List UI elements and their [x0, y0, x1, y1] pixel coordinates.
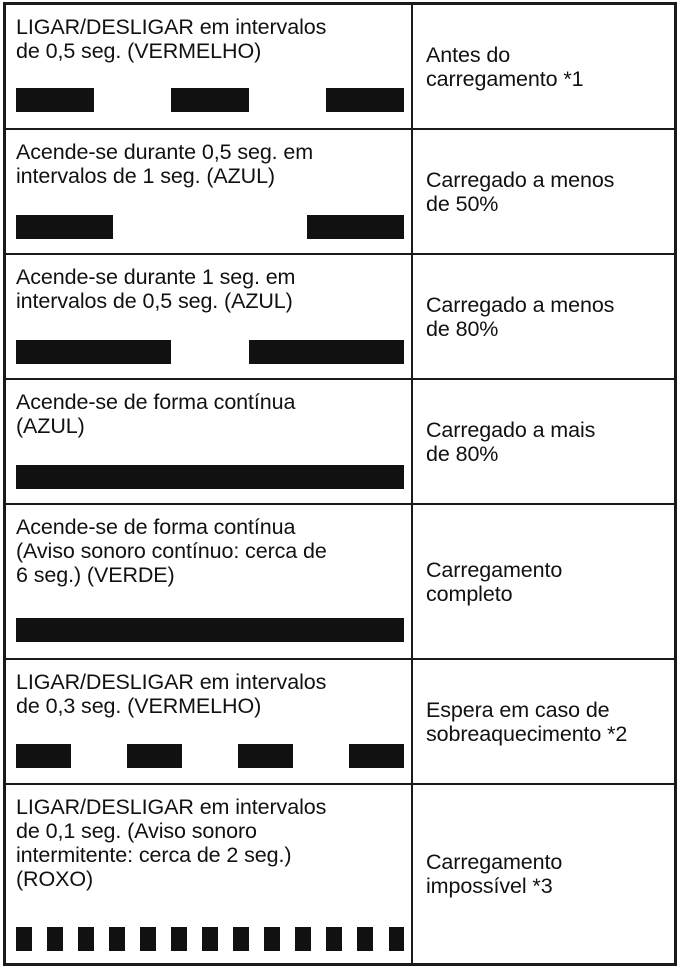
pattern-description: LIGAR/DESLIGAR em intervalos de 0,1 seg. (Aviso sonoro intermitente: cerca de 2 seg.) (ROXO)	[16, 795, 327, 891]
light-on-segment	[109, 927, 125, 951]
table-row	[6, 255, 674, 380]
blink-pattern	[16, 927, 404, 951]
pattern-description: LIGAR/DESLIGAR em intervalos de 0,5 seg. (VERMELHO)	[16, 15, 327, 63]
light-on-segment	[357, 927, 373, 951]
pattern-description: Acende-se de forma contínua (Aviso sonoro contínuo: cerca de 6 seg.) (VERDE)	[16, 515, 327, 587]
table-row	[6, 785, 674, 963]
column-divider	[411, 785, 413, 963]
pattern-description: Acende-se durante 1 seg. em intervalos de 0,5 seg. (AZUL)	[16, 265, 296, 313]
pattern-description: Acende-se durante 0,5 seg. em intervalos de 1 seg. (AZUL)	[16, 140, 314, 188]
light-on-segment	[171, 88, 249, 112]
pattern-description: LIGAR/DESLIGAR em intervalos de 0,3 seg. (VERMELHO)	[16, 670, 327, 718]
light-on-segment	[389, 927, 405, 951]
light-on-segment	[295, 927, 311, 951]
light-on-segment	[238, 744, 293, 768]
blink-pattern	[16, 744, 404, 768]
light-on-segment	[16, 465, 404, 489]
light-on-segment	[349, 744, 404, 768]
light-on-segment	[249, 340, 404, 364]
table-row	[6, 130, 674, 255]
blink-pattern	[16, 618, 404, 642]
light-on-segment	[16, 618, 404, 642]
status-cell	[426, 130, 666, 253]
column-divider	[411, 255, 413, 378]
description-cell	[16, 390, 406, 438]
light-on-segment	[326, 88, 404, 112]
description-cell	[16, 670, 406, 718]
status-cell	[426, 505, 666, 658]
charge-status: Espera em caso de sobreaquecimento *2	[426, 697, 628, 746]
light-on-segment	[47, 927, 63, 951]
status-cell	[426, 660, 666, 783]
light-on-segment	[307, 215, 404, 239]
status-cell	[426, 255, 666, 378]
blink-pattern	[16, 465, 404, 489]
status-cell	[426, 5, 666, 128]
indicator-table	[3, 2, 677, 966]
description-cell	[16, 515, 406, 587]
charge-status: Carregamento impossível *3	[426, 850, 563, 898]
table-row	[6, 660, 674, 785]
light-on-segment	[78, 927, 94, 951]
blink-pattern	[16, 215, 404, 239]
table-row	[6, 505, 674, 660]
description-cell	[16, 795, 406, 891]
column-divider	[411, 505, 413, 658]
description-cell	[16, 265, 406, 313]
light-on-segment	[16, 215, 113, 239]
light-on-segment	[16, 340, 171, 364]
light-on-segment	[16, 744, 71, 768]
column-divider	[411, 130, 413, 253]
status-cell	[426, 380, 666, 503]
light-on-segment	[140, 927, 156, 951]
light-on-segment	[16, 927, 32, 951]
light-on-segment	[171, 927, 187, 951]
column-divider	[411, 660, 413, 783]
blink-pattern	[16, 340, 404, 364]
light-on-segment	[264, 927, 280, 951]
charge-status: Carregado a menos de 80%	[426, 292, 615, 341]
blink-pattern	[16, 88, 404, 112]
table-row	[6, 380, 674, 505]
light-on-segment	[16, 88, 94, 112]
charge-status: Carregado a mais de 80%	[426, 417, 596, 466]
charge-status: Antes do carregamento *1	[426, 42, 584, 91]
column-divider	[411, 5, 413, 128]
light-on-segment	[233, 927, 249, 951]
charge-status: Carregamento completo	[426, 557, 563, 606]
light-on-segment	[202, 927, 218, 951]
status-cell	[426, 785, 666, 963]
light-on-segment	[127, 744, 182, 768]
description-cell	[16, 15, 406, 63]
light-on-segment	[326, 927, 342, 951]
column-divider	[411, 380, 413, 503]
pattern-description: Acende-se de forma contínua (AZUL)	[16, 390, 296, 438]
description-cell	[16, 140, 406, 188]
charge-status: Carregado a menos de 50%	[426, 167, 615, 216]
table-row	[6, 5, 674, 130]
